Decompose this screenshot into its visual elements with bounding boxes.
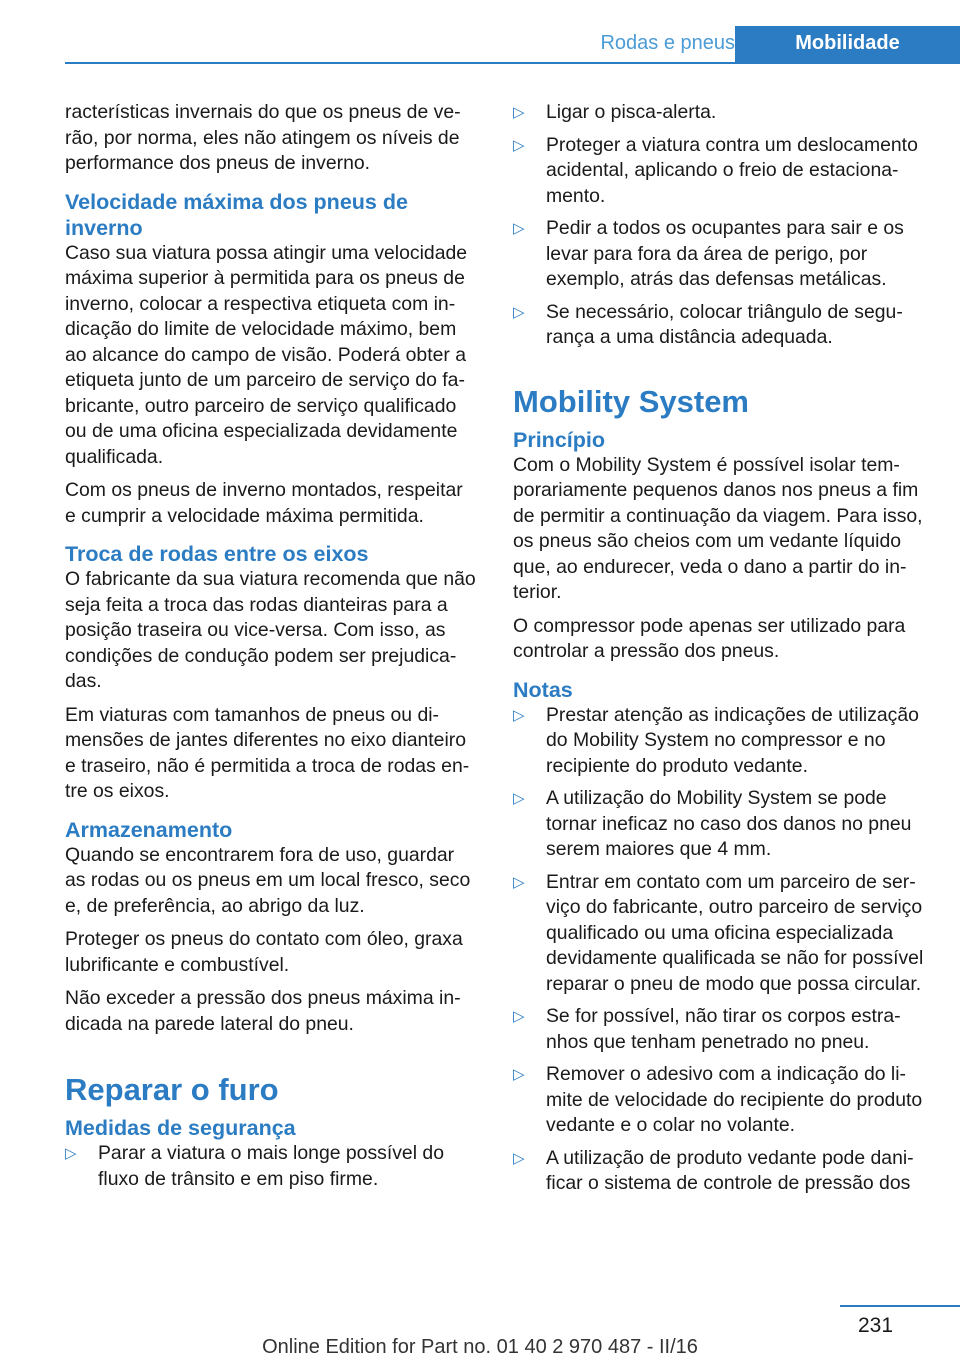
triangle-bullet-icon: ▷ [513, 1066, 525, 1083]
heading-mobility-system: Mobility System [513, 383, 749, 419]
velocidade-paragraph-1: Caso sua viatura possa atingir uma velocidade máxima superior à permitida para os pneus de inverno, colocar a respectiva etiqueta com indicação do limite de velocidade máximo, bem ao alcance do campo de visão. Poderá obter a etiqueta junto de um parceiro de serviço do fabricante, outro parceiro de serviço qualificado ou de uma oficina especializada devidamente qualificada. [65, 241, 468, 468]
velocidade-paragraph-2: Com os pneus de inverno montados, respeitar e cumprir a velocidade máxima permitida. [65, 479, 463, 527]
list-item: ▷ Entrar em contato com um parceiro de serviço do fabricante, outro parceiro de serviço qualificado ou uma oficina especializada devidamente qualificada se não for possível reparar o pneu de modo que possa circular. [513, 870, 924, 995]
triangle-bullet-icon: ▷ [513, 706, 525, 724]
list-item: ▷ Remover o adesivo com a indicação do limite de velocidade do recipiente do produto vedante e o colar no volante. [513, 1063, 923, 1136]
armazenamento-paragraph-3: Não exceder a pressão dos pneus máxima indicada na parede lateral do pneu. [65, 987, 461, 1035]
principio-paragraph-2: O compressor pode apenas ser utilizado para controlar a pressão dos pneus. [513, 614, 906, 662]
notas-list [513, 703, 933, 1197]
triangle-bullet-icon: ▷ [513, 873, 525, 891]
triangle-bullet-icon: ▷ [513, 790, 525, 807]
list-item: ▷ Parar a viatura o mais longe possível do fluxo de trânsito e em piso firme. [65, 1142, 444, 1190]
header-section-title: Rodas e pneus [600, 32, 735, 54]
heading-notas: Notas [513, 677, 573, 702]
header-chapter-tab: Mobilidade [735, 26, 960, 62]
footer-edition-text: Online Edition for Part no. 01 40 2 970 487 - II/16 [262, 1336, 698, 1358]
armazenamento-paragraph-2: Proteger os pneus do contato com óleo, graxa lubrificante e combustível. [65, 928, 463, 976]
list-item: ▷ Pedir a todos os ocupantes para sair e os levar para fora da área de perigo, por exemplo, atrás das defensas metálicas. [513, 217, 904, 290]
triangle-bullet-icon: ▷ [513, 303, 525, 321]
list-item: ▷ Se necessário, colocar triângulo de segurança a uma distância adequada. [513, 300, 903, 348]
list-item: ▷ A utilização de produto vedante pode danificar o sistema de controle de pressão dos [513, 1146, 914, 1194]
triangle-bullet-icon: ▷ [513, 1008, 525, 1025]
list-item: ▷ Prestar atenção as indicações de utilização do Mobility System no compressor e no recipiente do produto vedante. [513, 703, 919, 777]
list-item: ▷ A utilização do Mobility System se pode tornar ineficaz no caso dos danos no pneu serem maiores que 4 mm. [513, 787, 912, 860]
triangle-bullet-icon: ▷ [513, 220, 525, 237]
left-column [65, 100, 477, 1199]
triangle-bullet-icon: ▷ [513, 1149, 525, 1167]
page-header [65, 26, 960, 64]
list-item: ▷ Ligar o pisca-alerta. [513, 100, 933, 126]
right-column [513, 100, 933, 1204]
list-item: ▷ Proteger a viatura contra um deslocamento acidental, aplicando o freio de estacionamento. [513, 133, 918, 207]
safety-list [513, 100, 933, 351]
principio-paragraph-1: Com o Mobility System é possível isolar temporariamente pequenos danos nos pneus a fim de permitir a continuação da viagem. Para isso, os pneus são cheios com um vedante líquido que, ao endurecer, veda o dano a partir do interior. [513, 453, 923, 603]
troca-paragraph-1: O fabricante da sua viatura recomenda que não seja feita a troca das rodas dianteiras para a posição traseira ou vice-versa. Com isso, as condições de condução podem ser prejudicadas. [65, 568, 476, 692]
triangle-bullet-icon: ▷ [65, 1145, 77, 1162]
heading-armazenamento: Armazenamento [65, 817, 233, 842]
heading-reparar-o-furo: Reparar o furo [65, 1072, 279, 1107]
intro-paragraph: racterísticas invernais do que os pneus de verão, por norma, eles não atingem os níveis de performance dos pneus de inverno. [65, 101, 461, 174]
triangle-bullet-icon: ▷ [513, 104, 525, 121]
footer-rule [840, 1305, 960, 1307]
triangle-bullet-icon: ▷ [513, 136, 525, 154]
page-number: 231 [858, 1314, 894, 1337]
heading-medidas-de-seguranca: Medidas de segurança [65, 1116, 296, 1140]
list-item: ▷ Se for possível, não tirar os corpos estranhos que tenham penetrado no pneu. [513, 1005, 901, 1053]
troca-paragraph-2: Em viaturas com tamanhos de pneus ou dimensões de jantes diferentes no eixo dianteiro e traseiro, não é permitida a troca de rodas entre os eixos. [65, 703, 470, 802]
heading-velocidade-maxima: Velocidade máxima dos pneus de inverno [65, 189, 408, 240]
armazenamento-paragraph-1: Quando se encontrarem fora de uso, guardar as rodas ou os pneus em um local fresco, seco e, de preferência, ao abrigo da luz. [65, 843, 471, 917]
heading-troca-de-rodas: Troca de rodas entre os eixos [65, 542, 369, 566]
heading-principio: Princípio [513, 427, 605, 452]
medidas-list [65, 1141, 477, 1192]
